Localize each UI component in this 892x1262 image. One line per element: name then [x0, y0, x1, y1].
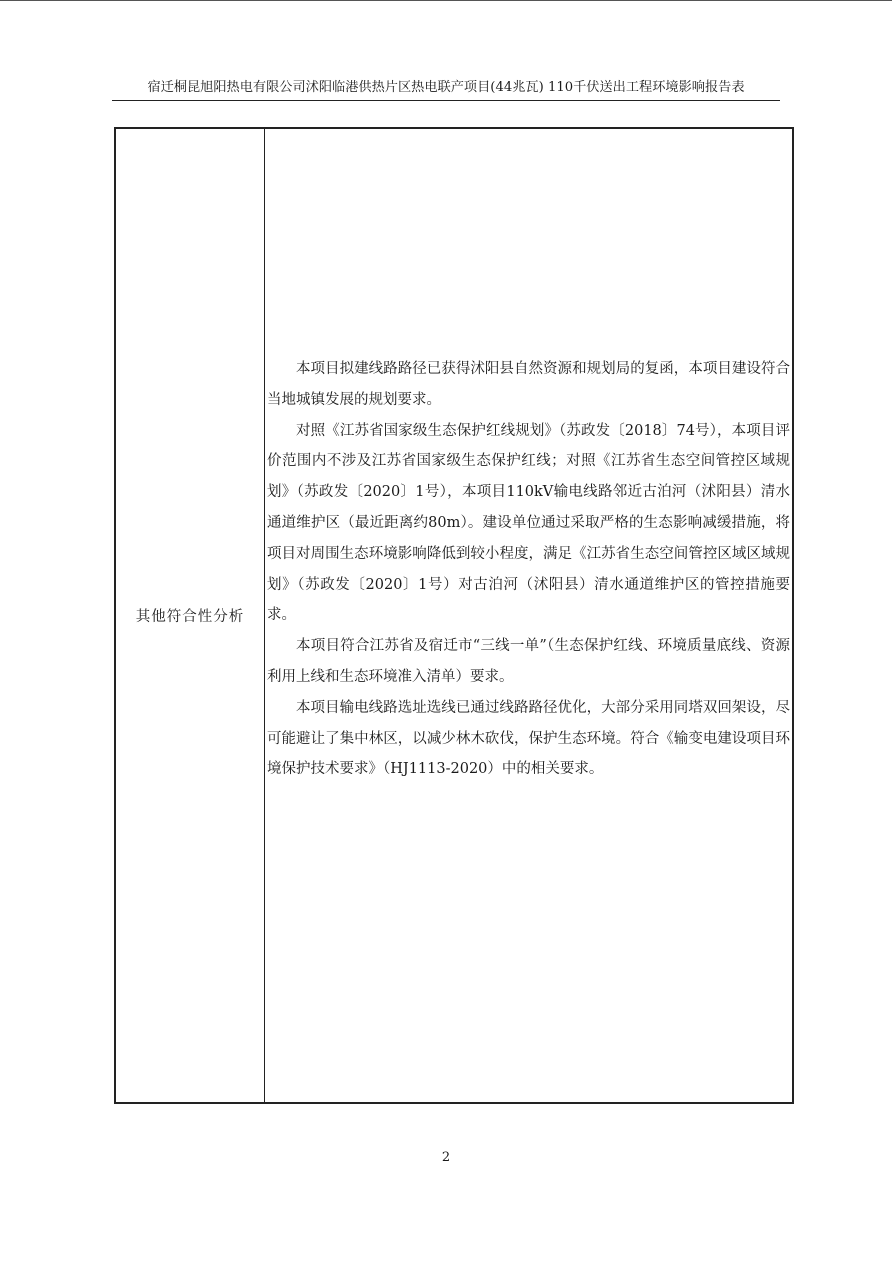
paragraph-planning: 本项目拟建线路路径已获得沭阳县自然资源和规划局的复函，本项目建设符合当地城镇发展的规划要求。 [267, 361, 790, 408]
row-label-cell [116, 129, 265, 1102]
row-label: 其他符合性分析 [135, 609, 245, 625]
paragraph-route-optimization: 本项目输电线路选址选线已通过线路路径优化，大部分采用同塔双回架设，尽可能避让了集中林区，以减少林木砍伐，保护生态环境。符合《输变电建设项目环境保护技术要求》（HJ1113-2020）中的相关要求。 [267, 699, 790, 778]
paragraph-ecological-redline: 对照《江苏省国家级生态保护红线规划》（苏政发〔2018〕74号），本项目评价范围内不涉及江苏省国家级生态保护红线；对照《江苏省生态空间管控区域规划》（苏政发〔2020〕1号），本项目110kV输电线路邻近古泊河（沭阳县）清水通道维护区（最近距离约80m）。建设单位通过采取严格的生态影响减缓措施，将项目对周围生态环境影响降低到较小程度，满足《江苏省生态空间管控区域区域规划》（苏政发〔2020〕1号）对古泊河（沭阳县）清水通道维护区的管控措施要求。 [267, 422, 790, 624]
page-number: 2 [441, 1150, 451, 1165]
page-top-border [0, 0, 892, 1]
compliance-table [114, 127, 794, 1104]
document-header: 宿迁桐昆旭阳热电有限公司沭阳临港供热片区热电联产项目(44兆瓦) 110千伏送出工程环境影响报告表 [112, 78, 780, 101]
row-content-cell [265, 129, 792, 1102]
analysis-text [267, 354, 790, 785]
paragraph-three-lines-one-list: 本项目符合江苏省及宿迁市“三线一单”（生态保护红线、环境质量底线、资源利用上线和生态环境准入清单）要求。 [267, 638, 790, 685]
